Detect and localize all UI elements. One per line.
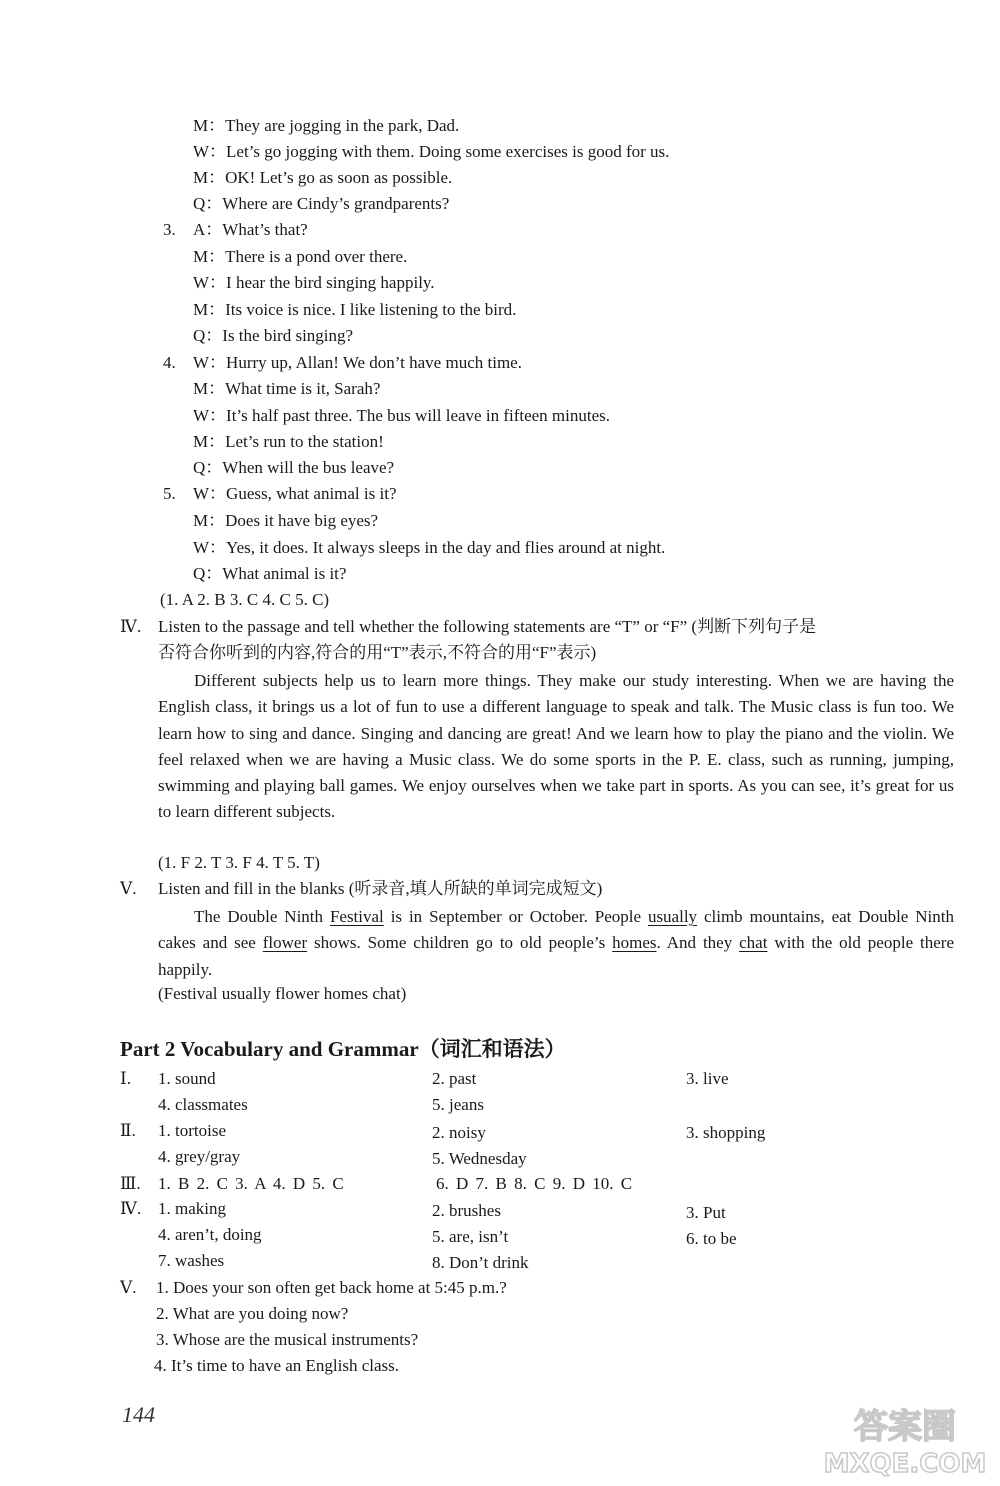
dialogue-line: W：Let’s go jogging with them. Doing some exercises is good for us. [193, 142, 670, 161]
dialogue-line: M：Let’s run to the station! [193, 432, 384, 451]
blank-answer: Festival [329, 907, 384, 926]
part-title: Part 2 Vocabulary and Grammar（词汇和语法） [120, 1037, 566, 1061]
dialogue-line: M：Its voice is nice. I like listening to the bird. [193, 300, 517, 319]
dialogue-number: 5. [163, 484, 176, 503]
section-number: Ⅲ. [120, 1174, 141, 1193]
dialogue-line: Q：Where are Cindy’s grandparents? [193, 194, 450, 213]
dialogue-line: W：Yes, it does. It always sleeps in the day and flies around at night. [193, 538, 666, 557]
answer-item: 5. jeans [432, 1095, 484, 1114]
dialogue-line: M：OK! Let’s go as soon as possible. [193, 168, 453, 187]
dialogue-line: W：I hear the bird singing happily. [193, 273, 435, 292]
answer-sentence: 4. It’s time to have an English class. [154, 1356, 400, 1375]
answer-row: 1. B 2. C 3. A 4. D 5. C [158, 1174, 344, 1193]
dialogue-number: 4. [163, 353, 176, 372]
answer-item: 2. noisy [432, 1123, 486, 1142]
listening-passage: Different subjects help us to learn more things. They make our study interesting. When we are having the English class, it brings us a lot of fun to use a different language to speak and talk. The Music class is fun too. We learn how to sing and dance. Singing and dancing are great! And we learn how to play the piano and the violin. We feel relaxed when we are having a Music class. We do some sports in the P. E. class, such as running, jumping, swimming and playing ball games. We enjoy ourselves when we take part in sports. As you can see, it’s great for us to learn different subjects. [158, 671, 954, 822]
answer-item: 3. live [686, 1069, 729, 1088]
dialogue-line: M：There is a pond over there. [193, 247, 408, 266]
answer-item: 4. aren’t, doing [158, 1225, 262, 1244]
blank-answer: chat [739, 933, 768, 953]
answer-item: 1. sound [158, 1069, 216, 1088]
answer-key: (Festival usually flower homes chat) [158, 984, 407, 1003]
dialogue-line: A：What’s that? [193, 220, 308, 239]
answer-item: 8. Don’t drink [432, 1253, 529, 1272]
section-instruction: 否符合你听到的内容,符合的用“T”表示,不符合的用“F”表示) [158, 643, 597, 662]
answer-sentence: 1. Does your son often get back home at 5:45 p.m.? [156, 1278, 507, 1297]
section-number: Ⅱ. [120, 1121, 136, 1140]
dialogue-line: M：What time is it, Sarah? [193, 379, 381, 398]
section-number: Ⅴ. [120, 879, 137, 898]
dialogue-line: Q：What animal is it? [193, 564, 347, 583]
answer-item: 3. shopping [686, 1123, 766, 1142]
answer-key: (1. A 2. B 3. C 4. C 5. C) [160, 590, 330, 609]
answer-sentence: 3. Whose are the musical instruments? [156, 1330, 419, 1349]
section-number: Ⅴ. [120, 1278, 137, 1297]
dialogue-line: W：It’s half past three. The bus will leave in fifteen minutes. [193, 406, 611, 425]
watermark-icon [820, 1400, 990, 1480]
watermark-url: MXQE.COM [823, 1449, 987, 1479]
section-number: Ⅳ. [120, 617, 142, 636]
answer-key: (1. F 2. T 3. F 4. T 5. T) [158, 853, 320, 872]
watermark-cn: 答案圈 [854, 1407, 956, 1447]
answer-row: 6. D 7. B 8. C 9. D 10. C [436, 1174, 633, 1193]
dialogue-number: 3. [163, 220, 176, 239]
answer-item: 4. classmates [158, 1095, 248, 1114]
answer-item: 4. grey/gray [158, 1147, 241, 1166]
answer-item: 2. brushes [432, 1201, 501, 1220]
fill-in-passage: The Double Ninth Festival is in September or October. People usually climb mountains, eat Double Ninth cakes and see flower shows. Some children go to old people’s homes. And they chat with the old people there happily. [158, 907, 955, 979]
answer-item: 7. washes [158, 1251, 225, 1270]
page-number: 144 [122, 1402, 155, 1427]
dialogue-line: Q：When will the bus leave? [193, 458, 395, 477]
section-instruction: Listen and fill in the blanks (听录音,填人所缺的单词完成短文) [158, 879, 603, 898]
blank-answer: usually [647, 907, 698, 926]
dialogue-line: Q：Is the bird singing? [193, 326, 354, 345]
section-number: Ⅰ. [120, 1069, 131, 1088]
answer-item: 1. tortoise [158, 1121, 226, 1140]
blank-answer: flower [262, 933, 308, 953]
watermark-logo [820, 1400, 990, 1480]
dialogue-line: M：They are jogging in the park, Dad. [193, 116, 460, 135]
section-instruction: Listen to the passage and tell whether the following statements are “T” or “F” (判断下列句子是 [158, 617, 817, 636]
dialogue-line: M：Does it have big eyes? [193, 511, 379, 530]
dialogue-line: W：Hurry up, Allan! We don’t have much time. [193, 353, 522, 372]
answer-sentence: 2. What are you doing now? [156, 1304, 349, 1323]
dialogue-line: W：Guess, what animal is it? [193, 484, 397, 503]
section-number: Ⅳ. [120, 1199, 142, 1218]
answer-item: 1. making [158, 1199, 226, 1218]
answer-item: 5. Wednesday [432, 1149, 527, 1168]
blank-answer: homes [612, 933, 657, 953]
answer-item: 3. Put [686, 1203, 726, 1222]
answer-item: 2. past [432, 1069, 477, 1088]
answer-item: 5. are, isn’t [432, 1227, 509, 1246]
answer-item: 6. to be [686, 1229, 737, 1248]
